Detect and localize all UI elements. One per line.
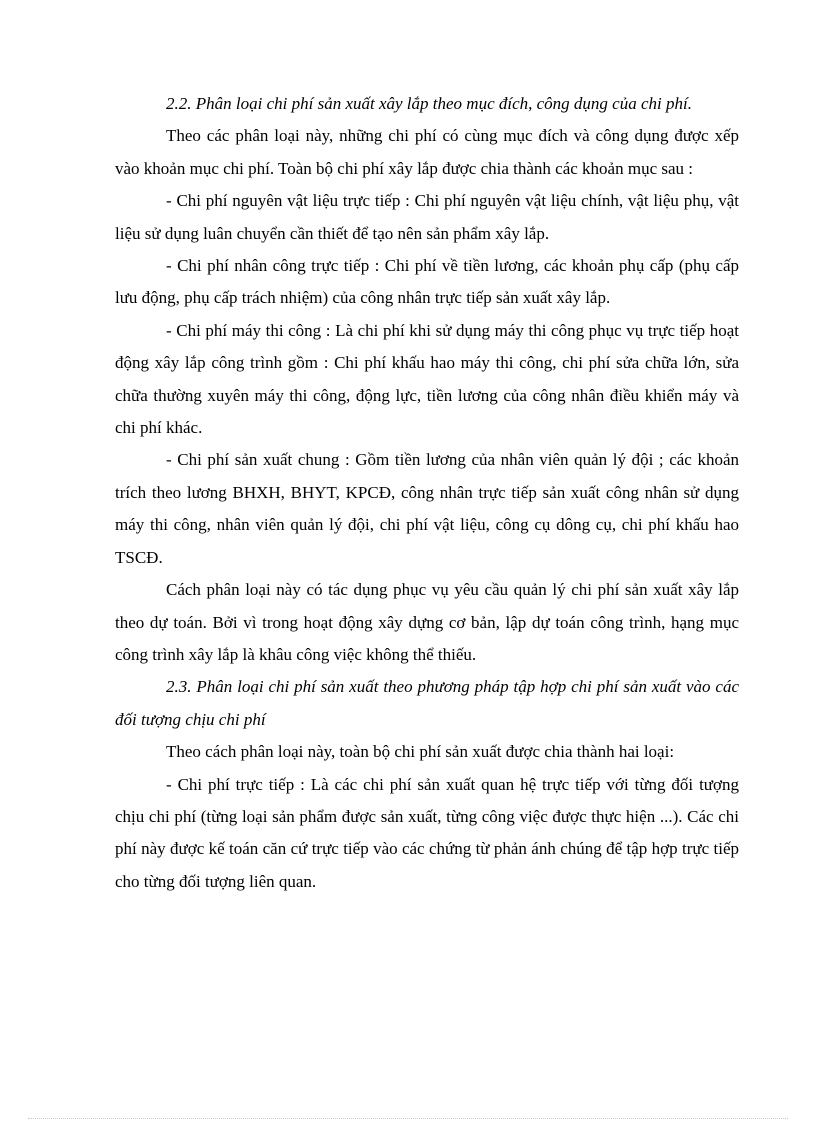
section-heading-2-2: 2.2. Phân loại chi phí sản xuất xây lắp theo mục đích, công dụng của chi phí. — [166, 94, 692, 113]
section-heading-2-3: 2.3. Phân loại chi phí sản xuất theo phương pháp tập hợp chi phí sản xuất vào các đối tượng chịu chi phí — [115, 677, 739, 729]
paragraph-general-production: - Chi phí sản xuất chung : Gồm tiền lương của nhân viên quản lý đội ; các khoản trích theo lương BHXH, BHYT, KPCĐ, công nhân trực tiếp sản xuất công nhân sử dụng máy thi công, nhân viên quản lý đội, chi phí vật liệu, công cụ dông cụ, chi phí khấu hao TSCĐ. — [115, 450, 739, 567]
paragraph-two-types: Theo cách phân loại này, toàn bộ chi phí sản xuất được chia thành hai loại: — [166, 742, 675, 762]
paragraph-direct-costs: - Chi phí trực tiếp : Là các chi phí sản xuất quan hệ trực tiếp với từng đối tượng chịu chi phí (từng loại sản phẩm được sản xuất, từng công việc được thực hiện ...). Các chi phí này được kế toán căn cứ trực tiếp vào các chứng từ phản ánh chúng để tập hợp trực tiếp cho từng đối tượng liên quan. — [115, 774, 739, 891]
page-bottom-divider — [28, 1118, 788, 1119]
paragraph-direct-labor: - Chi phí nhân công trực tiếp : Chi phí về tiền lương, các khoản phụ cấp (phụ cấp lưu động, phụ cấp trách nhiệm) của công nhân trực tiếp sản xuất xây lắp. — [115, 256, 739, 308]
paragraph-classification-purpose: Cách phân loại này có tác dụng phục vụ yêu cầu quản lý chi phí sản xuất xây lắp theo dự toán. Bởi vì trong hoạt động xây dựng cơ bản, lập dự toán công trình, hạng mục công trình xây lắp là khâu công việc không thể thiếu. — [115, 580, 739, 664]
paragraph-classification-intro: Theo các phân loại này, những chi phí có cùng mục đích và công dụng được xếp vào khoản mục chi phí. Toàn bộ chi phí xây lắp được chia thành các khoản mục sau : — [115, 126, 739, 178]
paragraph-machine-costs: - Chi phí máy thi công : Là chi phí khi sử dụng máy thi công phục vụ trực tiếp hoạt động xây lắp công trình gồm : Chi phí khấu hao máy thi công, chi phí sửa chữa lớn, sửa chữa thường xuyên máy thi công, động lực, tiền lương của công nhân điều khiển máy và chi phí khác. — [115, 320, 739, 438]
paragraph-direct-materials: - Chi phí nguyên vật liệu trực tiếp : Chi phí nguyên vật liệu chính, vật liệu phụ, vật liệu sử dụng luân chuyển cần thiết để tạo nên sản phẩm xây lắp. — [115, 191, 739, 243]
document-page — [115, 88, 739, 898]
